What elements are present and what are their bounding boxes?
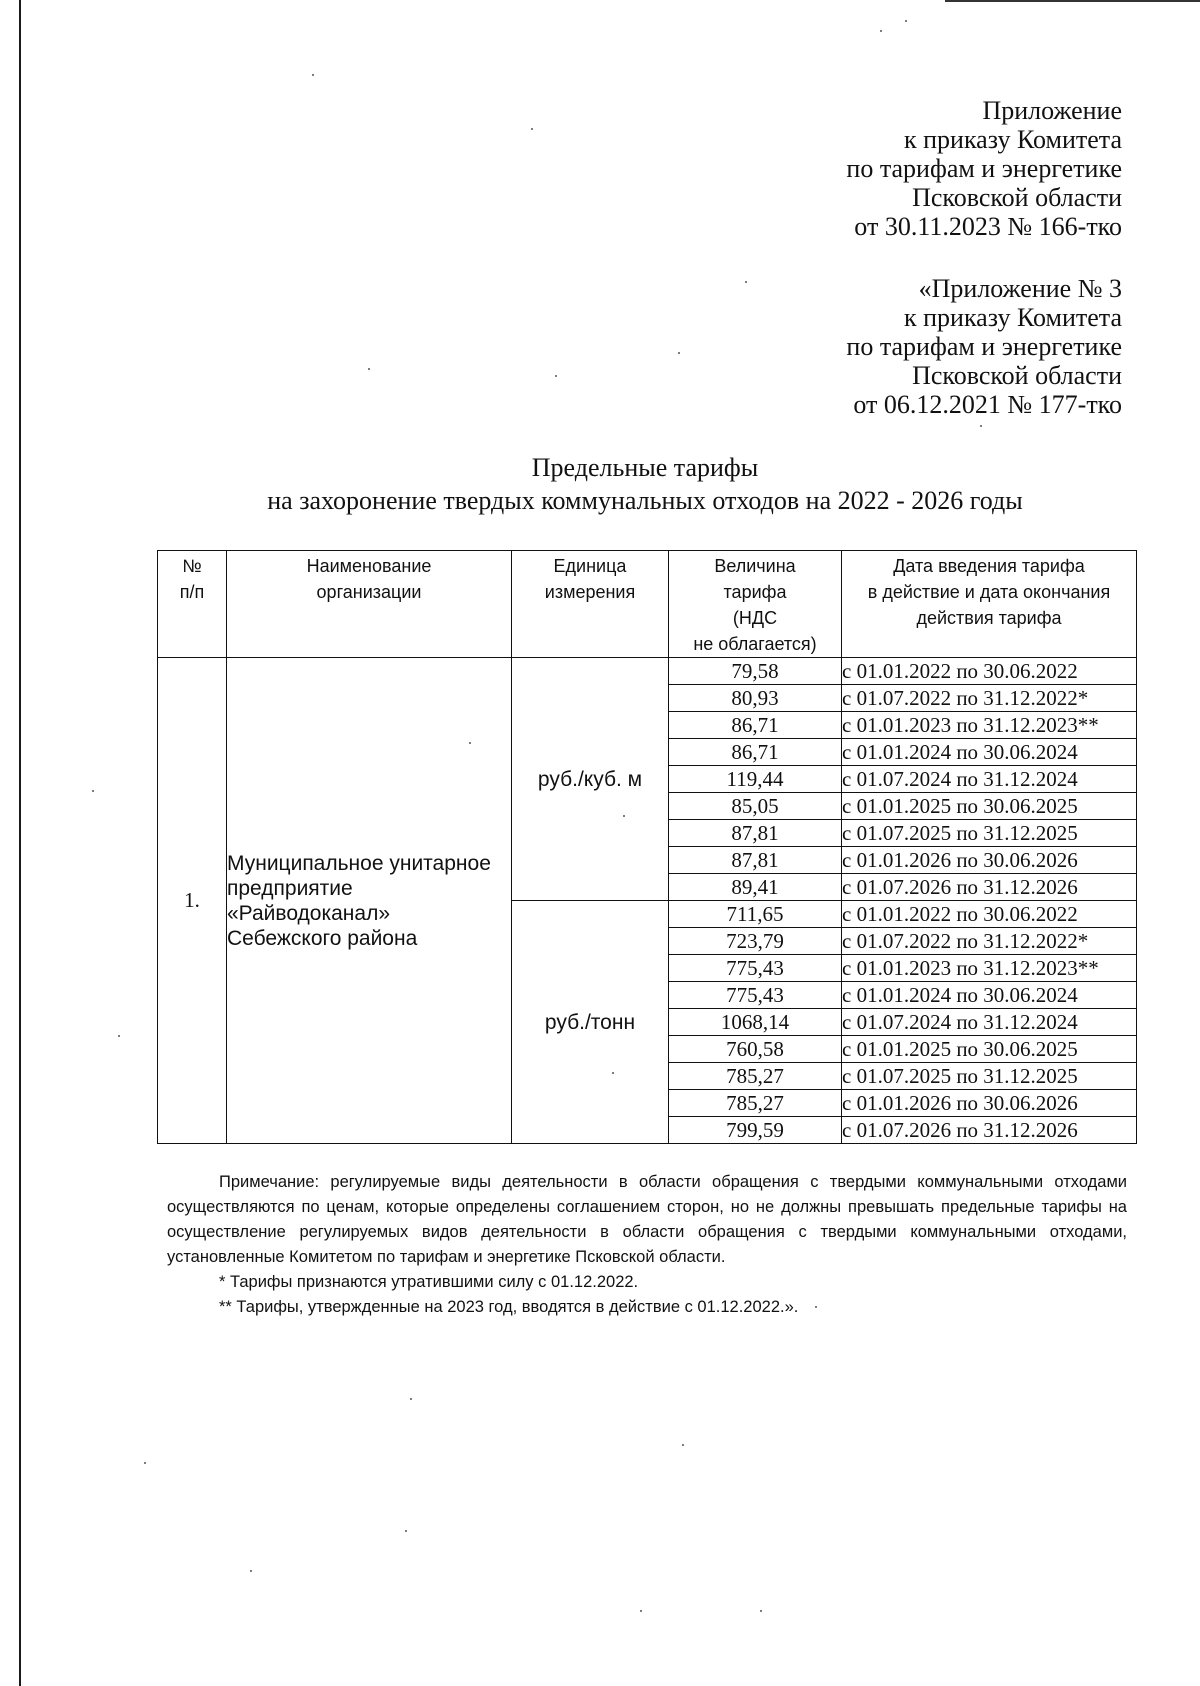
organization-line: Себежского района	[227, 926, 418, 950]
tariff-period: с 01.07.2024 по 31.12.2024	[842, 766, 1137, 793]
header-line: Единица	[553, 556, 627, 576]
scan-speck	[531, 128, 533, 130]
tariff-value: 760,58	[669, 1036, 842, 1063]
header-unit	[512, 551, 669, 658]
tariff-period: с 01.07.2025 по 31.12.2025	[842, 820, 1137, 847]
tariff-value: 89,41	[669, 874, 842, 901]
approval-block-amended	[846, 274, 1122, 419]
scan-speck	[405, 1530, 407, 1532]
footnote-one-star: * Тарифы признаются утратившими силу с 01.12.2022.	[219, 1273, 639, 1291]
header-line: Величина	[714, 556, 796, 576]
tariff-value: 87,81	[669, 847, 842, 874]
scan-speck	[640, 1610, 642, 1612]
tariff-period: с 01.01.2025 по 30.06.2025	[842, 793, 1137, 820]
header-line: действия тарифа	[916, 608, 1062, 628]
tariff-period: с 01.01.2022 по 30.06.2022	[842, 658, 1137, 685]
header-line: п/п	[179, 582, 205, 602]
note-text: Примечание: регулируемые виды деятельности в области обращения с твердыми коммунальными отходами осуществляются по ценам, которые определены соглашением сторон, но не должны превышать предельные тарифы на осуществление регулируемых видов деятельности в области обращения с твердыми коммунальными отходами, установленные Комитетом по тарифам и энергетике Псковской области.	[167, 1173, 1127, 1266]
tariff-period: с 01.07.2022 по 31.12.2022*	[842, 928, 1137, 955]
table-row	[158, 658, 1137, 685]
tariff-value: 723,79	[669, 928, 842, 955]
tariff-value: 775,43	[669, 955, 842, 982]
header-line: организации	[316, 582, 422, 602]
scan-left-edge	[19, 0, 21, 1686]
approval-line: к приказу Комитета	[903, 125, 1122, 154]
tariff-period: с 01.01.2023 по 31.12.2023**	[842, 955, 1137, 982]
notes-block	[167, 1170, 1127, 1320]
header-line: Дата введения тарифа	[893, 556, 1085, 576]
scan-speck	[92, 790, 94, 792]
header-line: Наименование	[306, 556, 432, 576]
approval-line: Приложение	[982, 96, 1122, 125]
approval-line: по тарифам и энергетике	[846, 332, 1122, 361]
scan-speck	[555, 375, 557, 377]
tariff-period: с 01.07.2022 по 31.12.2022*	[842, 685, 1137, 712]
tariff-value: 119,44	[669, 766, 842, 793]
scan-speck	[250, 1570, 252, 1572]
header-tariff-value	[669, 551, 842, 658]
approval-line: от 06.12.2021 № 177-тко	[853, 390, 1122, 419]
header-period	[842, 551, 1137, 658]
tariff-period: с 01.01.2023 по 31.12.2023**	[842, 712, 1137, 739]
tariff-value: 87,81	[669, 820, 842, 847]
scan-speck	[144, 1462, 146, 1464]
scan-speck	[678, 352, 680, 354]
scan-speck	[745, 281, 747, 283]
scan-speck	[682, 1444, 684, 1446]
tariff-period: с 01.07.2026 по 31.12.2026	[842, 874, 1137, 901]
approval-line: от 30.11.2023 № 166-тко	[854, 212, 1122, 241]
tariff-value: 775,43	[669, 982, 842, 1009]
tariff-period: с 01.01.2026 по 30.06.2026	[842, 847, 1137, 874]
unit-of-measure: руб./тонн	[512, 901, 669, 1144]
tariff-period: с 01.01.2024 по 30.06.2024	[842, 739, 1137, 766]
approval-line: «Приложение № 3	[918, 274, 1122, 303]
approval-block-current	[846, 96, 1122, 241]
row-number: 1.	[158, 658, 227, 1144]
header-line: измерения	[544, 582, 636, 602]
header-number	[158, 551, 227, 658]
tariff-value: 785,27	[669, 1063, 842, 1090]
footnote-two-stars: ** Тарифы, утвержденные на 2023 год, вводятся в действие с 01.12.2022.».	[219, 1298, 799, 1316]
tariff-value: 79,58	[669, 658, 842, 685]
scan-speck	[880, 30, 882, 32]
approval-line: Псковской области	[912, 361, 1122, 390]
header-line: не облагается)	[693, 634, 817, 654]
tariff-value: 86,71	[669, 739, 842, 766]
tariff-table-body	[158, 658, 1137, 1144]
header-line: (НДС	[732, 608, 778, 628]
table-header-row	[158, 551, 1137, 658]
scan-speck	[905, 20, 907, 22]
tariff-value: 85,05	[669, 793, 842, 820]
tariff-period: с 01.07.2026 по 31.12.2026	[842, 1117, 1137, 1144]
document-title: Предельные тарифы	[531, 453, 759, 482]
unit-of-measure: руб./куб. м	[512, 658, 669, 901]
scan-speck	[118, 1035, 120, 1037]
header-line: тарифа	[723, 582, 787, 602]
organization-name	[227, 658, 512, 1144]
tariff-period: с 01.01.2026 по 30.06.2026	[842, 1090, 1137, 1117]
header-line: в действие и дата окончания	[867, 582, 1111, 602]
tariff-value: 799,59	[669, 1117, 842, 1144]
organization-line: «Райводоканал»	[227, 901, 391, 925]
tariff-value: 80,93	[669, 685, 842, 712]
scan-speck	[368, 368, 370, 370]
approval-line: по тарифам и энергетике	[846, 154, 1122, 183]
tariff-table	[157, 550, 1137, 1144]
scan-speck	[410, 1398, 412, 1400]
scan-speck	[312, 74, 314, 76]
document-subtitle: на захоронение твердых коммунальных отходов на 2022 - 2026 годы	[267, 486, 1023, 515]
tariff-value: 785,27	[669, 1090, 842, 1117]
header-line: №	[182, 556, 202, 576]
tariff-period: с 01.01.2025 по 30.06.2025	[842, 1036, 1137, 1063]
tariff-period: с 01.07.2024 по 31.12.2024	[842, 1009, 1137, 1036]
approval-line: к приказу Комитета	[903, 303, 1122, 332]
tariff-value: 711,65	[669, 901, 842, 928]
scan-speck	[760, 1610, 762, 1612]
tariff-period: с 01.01.2022 по 30.06.2022	[842, 901, 1137, 928]
tariff-value: 1068,14	[669, 1009, 842, 1036]
tariff-value: 86,71	[669, 712, 842, 739]
scan-top-edge	[945, 0, 1200, 2]
scan-speck	[980, 425, 982, 427]
header-organization	[227, 551, 512, 658]
tariff-period: с 01.01.2024 по 30.06.2024	[842, 982, 1137, 1009]
approval-line: Псковской области	[912, 183, 1122, 212]
organization-line: предприятие	[227, 876, 353, 900]
organization-line: Муниципальное унитарное	[227, 851, 491, 875]
tariff-period: с 01.07.2025 по 31.12.2025	[842, 1063, 1137, 1090]
